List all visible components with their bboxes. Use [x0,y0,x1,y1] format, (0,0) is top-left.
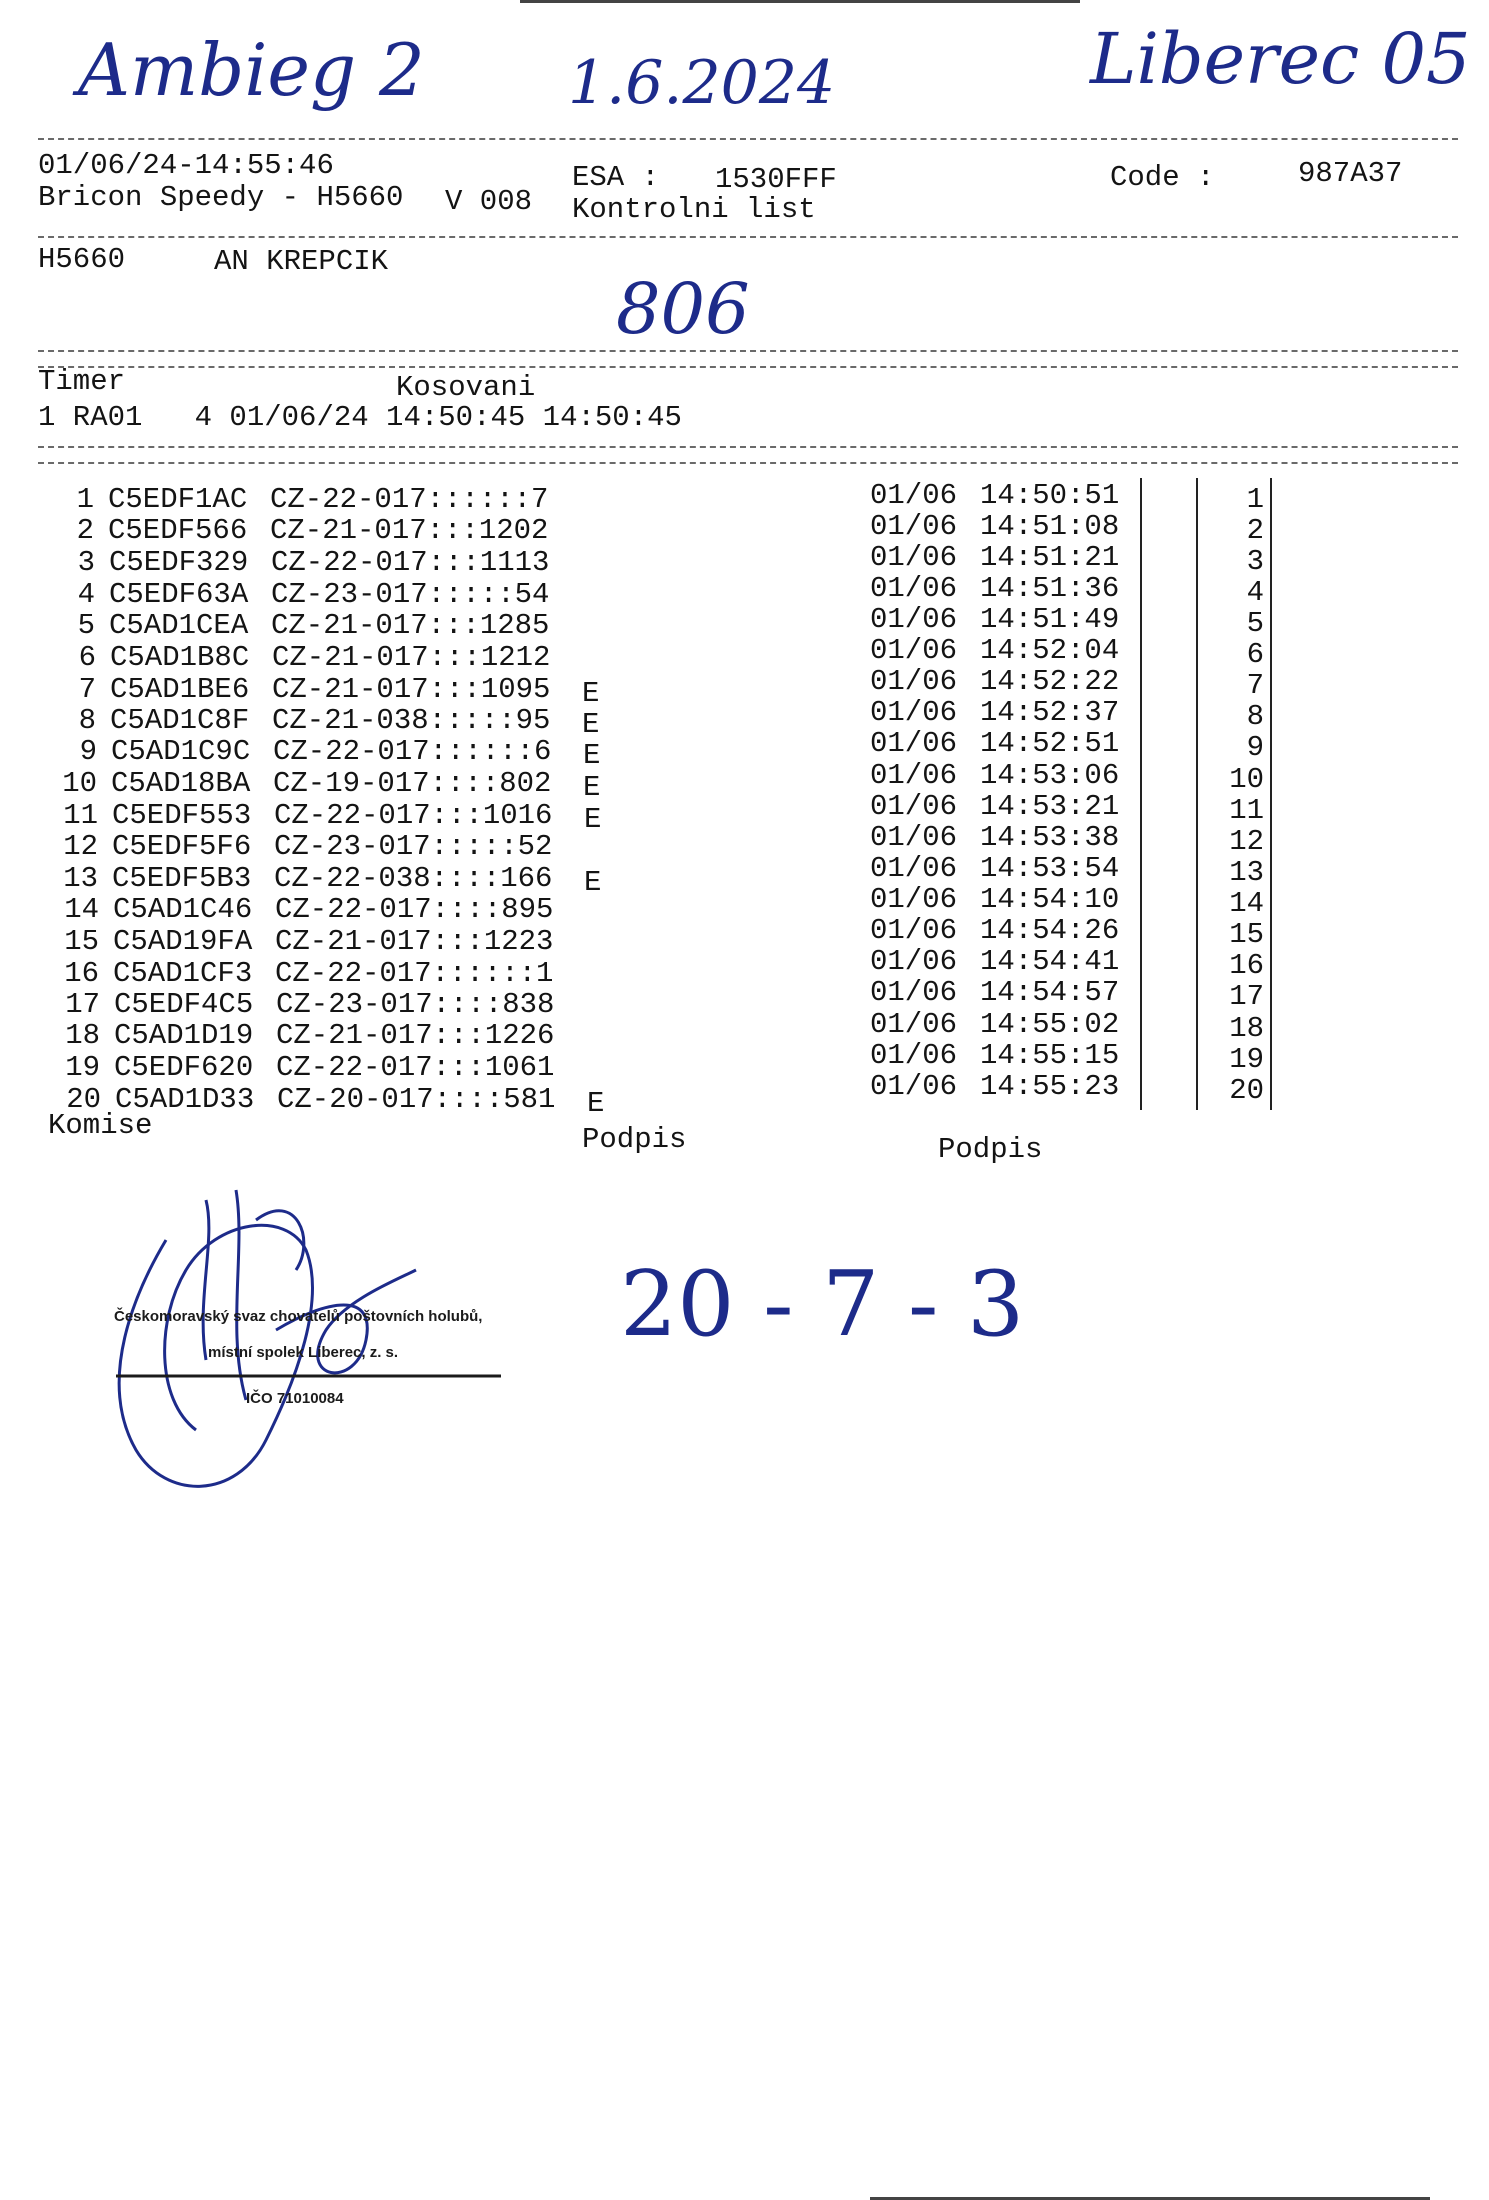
entry-time: 14:51:08 [980,510,1120,543]
entry-ring-number: CZ-19-017::::802 [273,767,552,800]
entry-ring-number: CZ-22-017::::::6 [273,735,552,768]
entry-number: 14 [64,893,99,926]
entry-ring-number: CZ-22-038::::166 [274,862,553,895]
column-rule [1140,478,1142,1110]
entry-time: 14:51:49 [980,603,1120,636]
entry-chip-id: C5AD1D19 [114,1019,254,1052]
entry-ring-number: CZ-21-038:::::95 [272,704,551,737]
entry-order: 4 [1246,576,1264,609]
column-rule [1270,478,1272,1110]
entry-date: 01/06 [870,945,958,978]
entry-flag: E [584,803,602,836]
entry-chip-id: C5EDF566 [108,514,248,547]
entry-chip-id: C5AD1C9C [111,735,251,768]
entry-time: 14:54:57 [980,976,1120,1009]
podpis-label-1: Podpis [582,1123,687,1156]
kosovani-label: Kosovani [396,371,536,404]
entry-ring-number: CZ-23-017::::838 [276,988,555,1021]
entry-order: 3 [1246,545,1264,578]
entry-date: 01/06 [870,883,958,916]
entry-number: 7 [78,673,96,706]
entry-time: 14:51:36 [980,572,1120,605]
entry-chip-id: C5EDF63A [109,578,249,611]
entry-chip-id: C5EDF620 [114,1051,254,1084]
entry-flag: E [582,677,600,710]
entry-order: 14 [1229,887,1264,920]
entry-chip-id: C5AD1CF3 [113,957,253,990]
entry-chip-id: C5AD1D33 [115,1083,255,1116]
entry-chip-id: C5AD1BE6 [110,673,250,706]
divider [38,446,1458,448]
entry-chip-id: C5EDF5F6 [112,830,252,863]
entry-number: 12 [63,830,98,863]
entry-time: 14:52:51 [980,727,1120,760]
entry-flag: E [583,771,601,804]
esa-value: 1530FFF [715,163,837,196]
entry-date: 01/06 [870,759,958,792]
entry-chip-id: C5EDF4C5 [114,988,254,1021]
entry-chip-id: C5EDF329 [109,546,249,579]
divider [38,350,1458,352]
entry-number: 18 [65,1019,100,1052]
entry-order: 12 [1229,825,1264,858]
divider [38,236,1458,238]
entry-ring-number: CZ-21-017:::1223 [275,925,554,958]
entry-order: 18 [1229,1012,1264,1045]
entry-chip-id: C5AD1CEA [109,609,249,642]
komise-label: Komise [48,1109,153,1142]
entry-order: 5 [1246,607,1264,640]
entry-number: 1 [76,483,94,516]
entry-order: 16 [1229,949,1264,982]
entry-flag: E [584,866,602,899]
entry-number: 19 [65,1051,100,1084]
divider [38,366,1458,368]
fancier-id: H5660 [38,243,126,276]
entry-flag: E [587,1087,605,1120]
entry-chip-id: C5AD1C46 [113,893,253,926]
divider [38,138,1458,140]
entry-ring-number: CZ-21-017:::1226 [276,1019,555,1052]
entry-order: 8 [1246,700,1264,733]
entry-ring-number: CZ-22-017:::1061 [276,1051,555,1084]
handwritten-race-name: Ambieg 2 [78,28,425,112]
entry-number: 17 [65,988,100,1021]
entry-ring-number: CZ-22-017::::::1 [275,957,554,990]
entry-number: 3 [77,546,95,579]
entry-chip-id: C5EDF1AC [108,483,248,516]
commission-stamp [96,1180,516,1520]
entry-order: 7 [1246,669,1264,702]
entry-number: 2 [76,514,94,547]
entry-time: 14:55:15 [980,1039,1120,1072]
entry-date: 01/06 [870,976,958,1009]
entry-order: 15 [1229,918,1264,951]
entry-time: 14:52:22 [980,665,1120,698]
entry-time: 14:51:21 [980,541,1120,574]
handwritten-place: Liberec 05 [1090,18,1471,100]
entry-chip-id: C5AD1B8C [110,641,250,674]
podpis-label-2: Podpis [938,1133,1043,1166]
entry-flag: E [583,739,601,772]
entry-number: 10 [62,767,97,800]
fancier-name: AN KREPCIK [214,245,389,278]
entry-time: 14:53:38 [980,821,1120,854]
entry-time: 14:55:02 [980,1008,1120,1041]
entry-chip-id: C5AD18BA [111,767,251,800]
entry-order: 9 [1246,731,1264,764]
entry-time: 14:52:37 [980,696,1120,729]
entry-date: 01/06 [870,727,958,760]
entry-time: 14:53:06 [980,759,1120,792]
timer-label: Timer [38,365,126,398]
entry-ring-number: CZ-21-017:::1202 [270,514,549,547]
entry-ring-number: CZ-22-017:::1016 [274,799,553,832]
entry-number: 4 [77,578,95,611]
entry-date: 01/06 [870,510,958,543]
entry-ring-number: CZ-21-017:::1095 [272,673,551,706]
entry-date: 01/06 [870,479,958,512]
entry-ring-number: CZ-22-017:::1113 [271,546,550,579]
entry-number: 15 [64,925,99,958]
stamp-line-2: místní spolek Liberec, z. s. [208,1344,399,1361]
entry-ring-number: CZ-22-017::::895 [275,893,554,926]
divider [38,462,1458,464]
esa-label: ESA : [572,161,660,194]
code-label: Code : [1110,161,1215,194]
handwritten-date: 1.6.2024 [568,48,836,118]
entry-time: 14:54:41 [980,945,1120,978]
entry-date: 01/06 [870,572,958,605]
entry-ring-number: CZ-21-017:::1212 [272,641,551,674]
entry-ring-number: CZ-23-017:::::54 [271,578,550,611]
entry-chip-id: C5EDF553 [112,799,252,832]
entry-number: 11 [63,799,98,832]
scan-edge-top [520,0,1080,3]
entry-ring-number: CZ-21-017:::1285 [271,609,550,642]
entry-order: 19 [1229,1043,1264,1076]
timer-line: 1 RA01 4 01/06/24 14:50:45 14:50:45 [38,401,682,434]
entry-time: 14:53:21 [980,790,1120,823]
entry-order: 6 [1246,638,1264,671]
entry-order: 1 [1246,483,1264,516]
stamp-line-3: IČO 71010084 [246,1390,344,1407]
entry-date: 01/06 [870,914,958,947]
entry-number: 20 [66,1083,101,1116]
entry-chip-id: C5EDF5B3 [112,862,252,895]
header-timestamp: 01/06/24-14:55:46 [38,149,334,182]
code-value: 987A37 [1298,157,1403,190]
entry-time: 14:54:10 [980,883,1120,916]
entry-date: 01/06 [870,821,958,854]
entry-date: 01/06 [870,852,958,885]
entry-date: 01/06 [870,696,958,729]
entry-flag: E [582,708,600,741]
entry-number: 8 [78,704,96,737]
entry-date: 01/06 [870,634,958,667]
entry-date: 01/06 [870,1070,958,1103]
stamp-line-1: Českomoravský svaz chovatelů poštovních holubů, [114,1308,483,1325]
entry-date: 01/06 [870,1008,958,1041]
entry-order: 10 [1229,763,1264,796]
entry-date: 01/06 [870,541,958,574]
entry-date: 01/06 [870,1039,958,1072]
entry-number: 16 [64,957,99,990]
doc-type: Kontrolni list [572,193,816,226]
handwritten-result: 20 - 7 - 3 [620,1252,1025,1357]
entry-time: 14:50:51 [980,479,1120,512]
entry-order: 11 [1229,794,1264,827]
entry-time: 14:52:04 [980,634,1120,667]
entry-number: 13 [63,862,98,895]
header-device: Bricon Speedy - H5660 [38,181,404,214]
entry-order: 13 [1229,856,1264,889]
entry-order: 2 [1246,514,1264,547]
entry-ring-number: CZ-23-017:::::52 [274,830,553,863]
entry-order: 20 [1229,1074,1264,1107]
entry-date: 01/06 [870,665,958,698]
entry-order: 17 [1229,980,1264,1013]
entry-number: 5 [77,609,95,642]
entry-ring-number: CZ-22-017::::::7 [270,483,549,516]
entry-time: 14:55:23 [980,1070,1120,1103]
entry-chip-id: C5AD1C8F [110,704,250,737]
header-version: V 008 [445,185,533,218]
entry-date: 01/06 [870,603,958,636]
handwritten-bird-count: 806 [616,268,750,350]
entry-chip-id: C5AD19FA [113,925,253,958]
entry-date: 01/06 [870,790,958,823]
entry-number: 6 [78,641,96,674]
entry-time: 14:53:54 [980,852,1120,885]
entry-number: 9 [79,735,97,768]
entry-time: 14:54:26 [980,914,1120,947]
entry-ring-number: CZ-20-017::::581 [277,1083,556,1116]
